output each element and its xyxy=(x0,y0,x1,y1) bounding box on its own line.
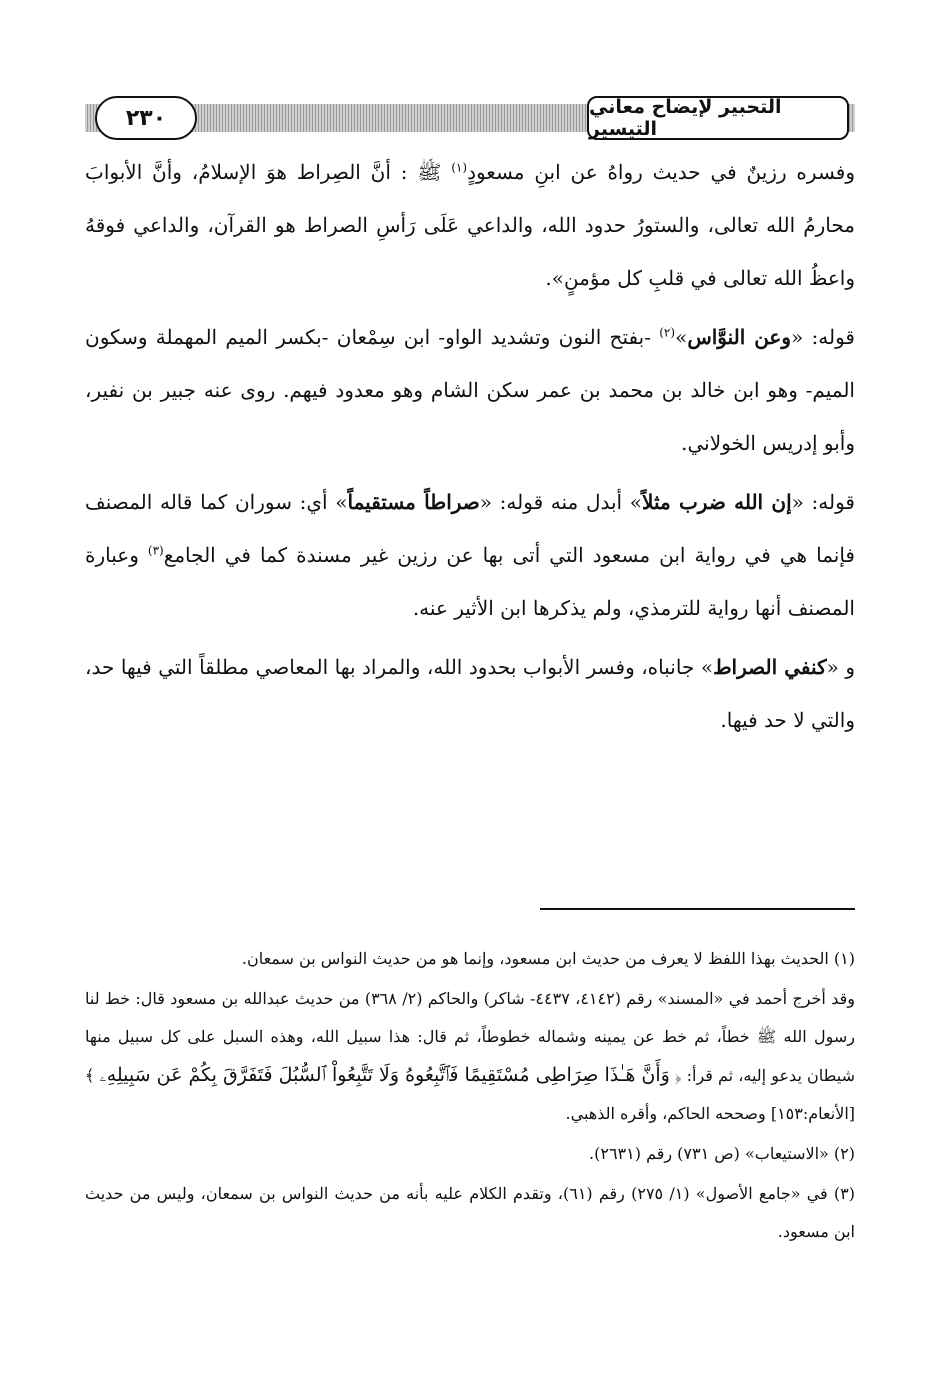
paragraph-1-text-a: وفسره رزينٌ في حديث رواهُ عن ابنِ مسعودٍ xyxy=(467,160,856,184)
quran-verse: وَأَنَّ هَـٰذَا صِرَاطِى مُسْتَقِيمًا فَٱتَّبِعُوهُ وَلَا تَتَّبِعُواْ ٱلسُّبُلَ فَتَفَرَّقَ بِكُمْ عَن سَبِيلِهِۦ xyxy=(99,1064,670,1086)
paragraph-2-text-a: قوله: « xyxy=(791,325,855,349)
footnote-1-line: (١) الحديث بهذا اللفظ لا يعرف من حديث ابن مسعود، وإنما هو من حديث النواس بن سمعان. xyxy=(241,949,855,968)
footnote-2: (٢) «الاستيعاب» (ص ٧٣١) رقم (٢٦٣١). xyxy=(589,1144,855,1163)
paragraph-4-text-b: » جانباه، وفسر الأبواب بحدود الله، والمراد بها المعاصي مطلقاً التي فيها حد، والتي لا حد فيها. xyxy=(85,655,855,732)
footnotes xyxy=(85,940,855,1253)
main-text xyxy=(85,146,855,753)
footnote-3: (٣) في «جامع الأصول» (١/ ٢٧٥) رقم (٦١)، وتقدم الكلام عليه بأنه من حديث النواس بن سمعان، وليس من حديث ابن مسعود. xyxy=(85,1184,855,1241)
footnote-1-source: ﴾[الأنعام:١٥٣] وصححه الحاكم، وأقره الذهبي. xyxy=(85,1066,855,1123)
footnote-ref-3: (٣) xyxy=(147,543,164,558)
footnote-separator xyxy=(540,908,855,910)
paragraph-2 xyxy=(85,311,855,470)
page-header xyxy=(85,96,855,144)
footnote-ref-2: (٢) xyxy=(659,325,676,340)
book-title: التحبير لإيضاح معاني التيسير xyxy=(587,96,849,140)
term-nawwas: وعن النوَّاس xyxy=(687,325,792,349)
footnote-1-detail xyxy=(85,980,855,1133)
paragraph-2-text-c: -بفتح النون وتشديد الواو- ابن سِمْعان -بكسر الميم المهملة وسكون الميم- وهو ابن خالد بن محمد بن عمر سكن الشام وهو معدود فيهم. روى عنه جبير بن نفير، وأبو إدريس الخولاني. xyxy=(85,325,855,455)
paragraph-4-text-a: و « xyxy=(826,655,856,679)
term-daraba-mathalan: إن الله ضرب مثلاً xyxy=(642,490,792,514)
paragraph-4 xyxy=(85,641,855,747)
paragraph-3-text-c: » أي: سوران كما قاله المصنف فإنما هي في رواية ابن مسعود التي أتى بها عن رزين غير مسندة كما في الجامع xyxy=(85,490,855,567)
term-kanafay-alsirat: كنفي الصراط xyxy=(713,655,827,679)
paragraph-3-text-d: وعبارة المصنف أنها رواية للترمذي، ولم يذكرها ابن الأثير عنه. xyxy=(85,543,855,620)
paragraph-1-text-b: ﷺ : أنَّ الصِراط هوَ الإسلامُ، وأنَّ الأبوابَ محارمُ الله تعالى، والستورُ حدود الله، والداعي عَلَى رَأسِ الصراط هو القرآن، والداعي فوقهُ واعظُ الله تعالى في قلبِ كل مؤمنٍ». xyxy=(85,160,855,290)
paragraph-2-text-b: » xyxy=(675,325,688,349)
footnote-1-text: وقد أخرج أحمد في «المسند» رقم (٤١٤٢، ٤٤٣٧- شاكر) والحاكم (٢/ ٣٦٨) من حديث عبدالله بن مسعود قال: خط لنا رسول الله ﷺ خطاً، ثم خط عن يمينه وشماله خطوطاً، ثم قال: هذا سبيل الله، وهذه السبل على كل سبيل منها شيطان يدعو إليه، ثم قرأ: ﴿ xyxy=(85,989,856,1085)
paragraph-3-text-b: » أبدل منه قوله: « xyxy=(479,490,643,514)
footnote-ref-1: (١) xyxy=(451,160,468,175)
paragraph-3 xyxy=(85,476,855,635)
paragraph-3-text-a: قوله: « xyxy=(791,490,855,514)
paragraph-1 xyxy=(85,146,855,305)
term-siratan-mustaqiman: صراطاً مستقيماً xyxy=(347,490,480,514)
page-number: ٢٣٠ xyxy=(95,96,197,140)
